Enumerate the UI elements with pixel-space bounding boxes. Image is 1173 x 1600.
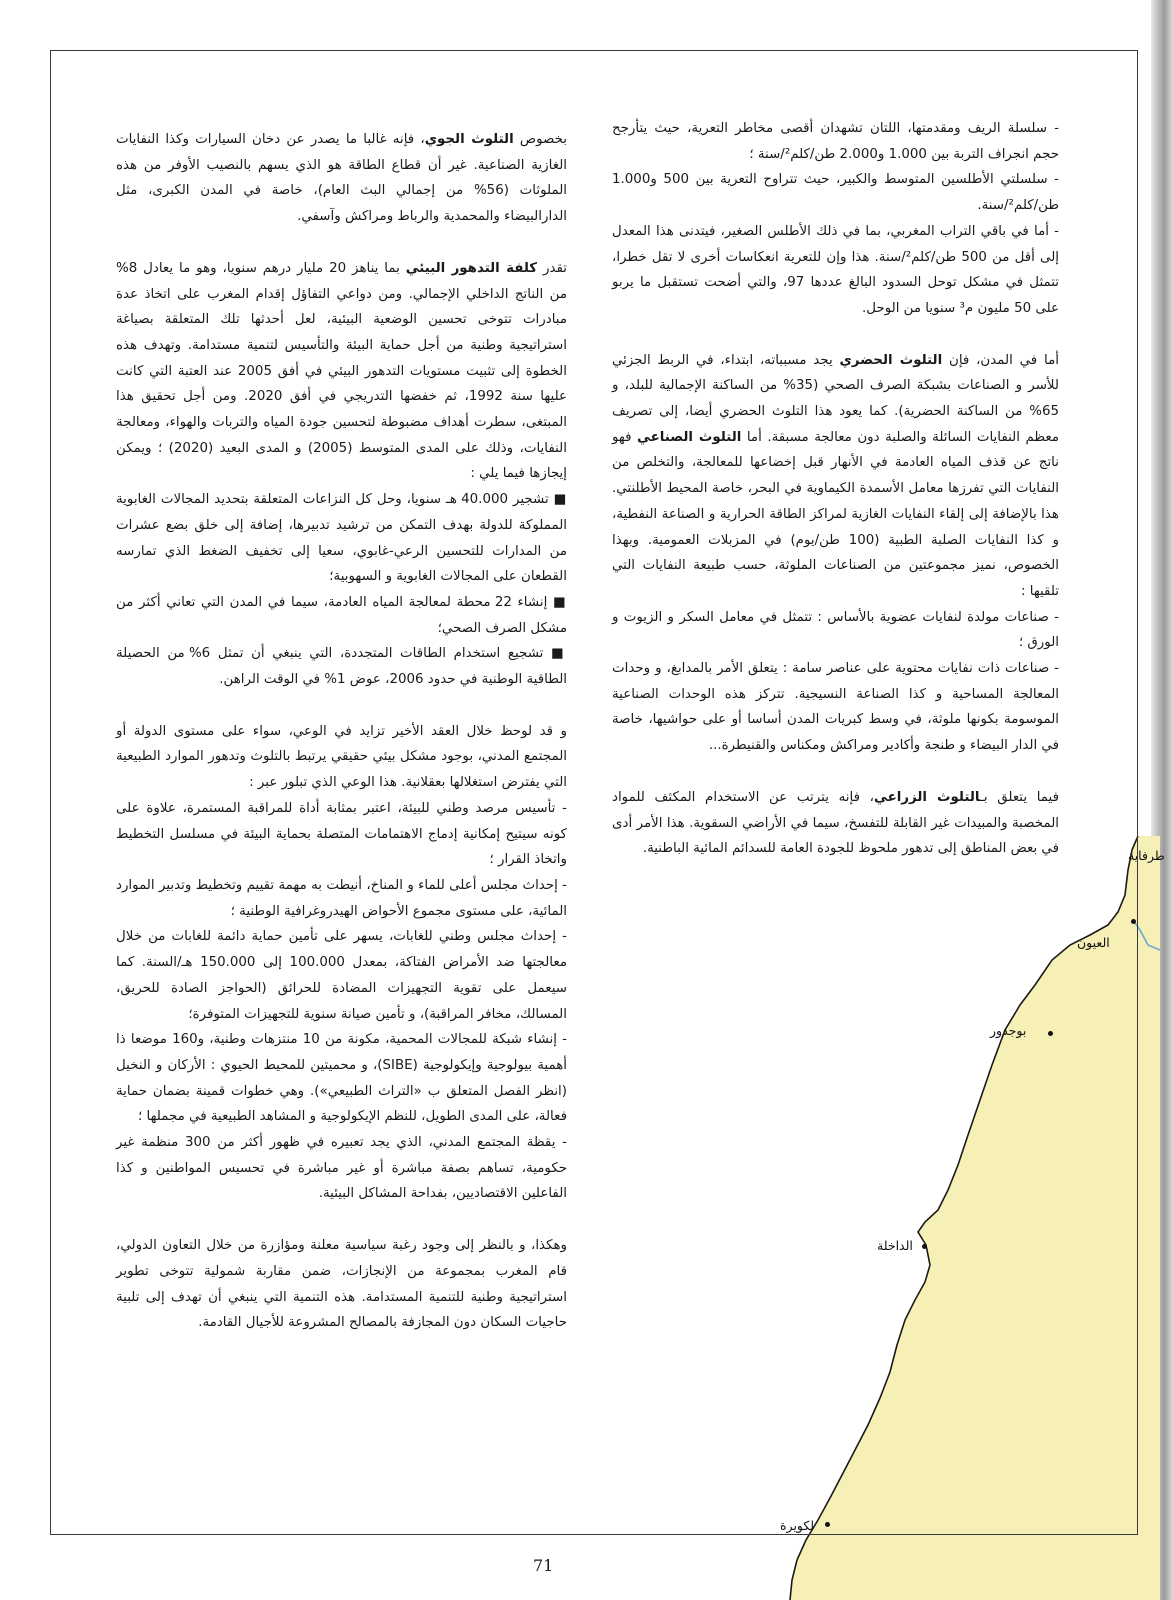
paragraph-toxic-waste: - صناعات ذات نفايات محتوية على عناصر سامة : يتعلق الأمر بالمدابغ، و وحدات المعالجة المساحية و كذا الصناعة النسيجية. تتركز هذه الوحدات الصناعية الموسومة بكونها ملوثة، في وسط كبريات المدن أساسا أو على حواشيها، خاصة في الدار البيضاء و طنجة وأكادير ومراكش ومكناس والقنيطرة... (612, 661, 1059, 754)
paragraph-atlas-erosion: - سلسلتي الأطلسين المتوسط والكبير، حيث تتراوح التعرية بين 500 و1.000 طن/كلم²/سنة. (612, 172, 1059, 214)
place-laayoune: العيون (1077, 935, 1110, 950)
paragraph-dam-silting: - أما في باقي التراب المغربي، بما في ذلك الأطلس الصغير، فيتدنى هذا المعدل إلى أقل من 500 طن/كلم²/سنة. هذا وإن للتعرية انعكاسات أخرى لا تقل خطرا، تتمثل في مشكل توحل السدود البالغ عددها 97، والتي أضحت تستقبل ما يربو على 50 مليون م³ سنويا من الوحل. (612, 223, 1060, 316)
keyword-urban-pollution: التلوث الحضري (839, 352, 943, 368)
paragraph-air-pollution: بخصوص التلوث الجوي، فإنه غالبا ما يصدر عن دخان السيارات وكذا النفايات الغازية الصناعية. غير أن قطاع الطاقة هو الذي يسهم بالنصيب الأوفر من هذه الملوثات (56% من إجمالي البث العام)، خاصة في المدن الكبرى، مثل الدارالبيضاء والمحمدية والرباط ومراكش وآسفي. (116, 132, 567, 225)
keyword-agricultural-pollution: التلوث الزراعي (874, 789, 980, 805)
place-tarfaya: طرفاية (1128, 848, 1165, 863)
item-protected-areas: - إنشاء شبكة للمجالات المحمية، مكونة من 10 منتزهات وطنية، و160 موضعا ذا أهمية بيولوجية وإيكولوجية (SIBE)، و محميتين للمحيط الحيوي : الأركان و النخيل (انظر الفصل المتعلق ب «التراث الطبيعي»). وهي خطوات قمينة بضمان حماية فعالة، على المدى الطويل، للنظم الإيكولوجية و المشاهد الطبيعية في مجملها ؛ (116, 1032, 567, 1125)
right-column (612, 116, 1059, 862)
bullet-afforestation: ■ تشجير 40.000 هـ سنويا، وحل كل النزاعات المتعلقة بتحديد المجالات الغابوية المملوكة للدولة بهدف التمكن من ترشيد تدبيرها، إضافة إلى خلق بضع عشرات من المدارات للتحسين الرعي-غابوي، سعيا إلى تخفيف الضغط الذي تمارسه القطعان على المجالات الغابوية و السهوبية؛ (116, 492, 567, 585)
paragraph-degradation-cost: تقدر كلفة التدهور البيئي بما يناهز 20 مليار درهم سنويا، وهو ما يعادل 8% من الناتج الداخلي الإجمالي. ومن دواعي التفاؤل إقدام المغرب على اتخاذ عدة مبادرات تتوخى تحسين الوضعية البيئية، لعل أحدثها تلك المتعلقة بصياغة استراتيجية وطنية من أجل حماية البيئة والتأسيس لتنمية مستدامة. وتهدف هذه الخطوة إلى تثبيت مستويات التدهور البيئي في أفق 2005 عند العتبة التي كانت عليها سنة 1992، ثم خفضها التدريجي في أفق 2020. ومن أجل تحقيق هذا المبتغى، سطرت أهداف مضبوطة لتحسين جودة المياه والتربات والهواء، ومعالجة النفايات، وذلك على المدى المتوسط (2005) و المدى البعيد (2020) ؛ ويمكن إيجازها فيما يلي : (116, 260, 568, 482)
keyword-degradation-cost: كلفة التدهور البيئي (405, 260, 538, 276)
paragraph-sustainable-development: وهكذا، و بالنظر إلى وجود رغبة سياسية معلنة ومؤازرة من خلال التعاون الدولي، قام المغرب بمجموعة من الإنجازات، ضمن مقاربة شمولية تتوخى تطوير استراتيجية وطنية للتنمية المستدامة. هذه التنمية التي ينبغي أن تهدف إلى تلبية حاجيات السكان دون المجازفة بالمصالح المشروعة للأجيال القادمة. (116, 1238, 567, 1331)
bullet-renewable-energy: ■ تشجيع استخدام الطاقات المتجددة، التي ينبغي أن تمثل 6% من الحصيلة الطاقية الوطنية في حدود 2006، عوض 1% في الوقت الراهن. (116, 646, 567, 688)
place-boujdour: بوجدور (990, 1023, 1027, 1038)
page-number: 71 (533, 1556, 554, 1575)
item-civil-society: - يقظة المجتمع المدني، الذي يجد تعبيره في ظهور أكثر من 300 منظمة غير حكومية، تساهم بصفة مباشرة أو غير مباشرة في تحسيس المواطنين و كذا الفاعلين الاقتصاديين، بفداحة المشاكل البيئية. (116, 1135, 567, 1202)
paragraph-urban-industrial-pollution: أما في المدن، فإن التلوث الحضري يجد مسبباته، ابتداء، في الربط الجزئي للأسر و الصناعات بشبكة الصرف الصحي (35% من الساكنة الإجمالية للبلد، و 65% من الساكنة الحضرية). كما يعود هذا التلوث الحضري أيضا، إلى تصريف معظم النفايات السائلة والصلبة دون معالجة مسبقة. أما التلوث الصناعي فهو ناتج عن قذف المياه العادمة في الأنهار قبل إخضاعها للمعالجة، والتخلص من النفايات التي تفرزها معامل الأسمدة الكيماوية في البحر، خاصة المحيط الأطلنتي. هذا بالإضافة إلى إلقاء النفايات الغازية لمراكز الطاقة الحرارية و الصناعة النفطية، و كذا النفايات الصلبة الطبية (100 طن/يوم) في المزبلات العمومية. وبهذا الخصوص، نميز مجموعتين من الصناعات الملوثة، حسب طبيعة النفايات التي تلقيها : (612, 352, 1059, 599)
paragraph-rif-erosion: - سلسلة الريف ومقدمتها، اللتان تشهدان أقصى مخاطر التعرية، حيث يتأرجح حجم انجراف التربة بين 1.000 و2.000 طن/كلم²/سنة ؛ (612, 121, 1059, 162)
bullet-wastewater-stations: ■ إنشاء 22 محطة لمعالجة المياه العادمة، سيما في المدن التي تعاني أكثر من مشكل الصرف الصحي؛ (116, 594, 567, 636)
keyword-industrial-pollution: التلوث الصناعي (637, 429, 742, 445)
place-dakhla: الداخلة (877, 1238, 913, 1253)
paragraph-awareness: و قد لوحظ خلال العقد الأخير تزايد في الوعي، سواء على مستوى الدولة أو المجتمع المدني، بوجود مشكل بيئي حقيقي يرتبط بالتلوث وتدهور الموارد الطبيعية التي يفترض استغلالها بعقلانية. هذا الوعي الذي تبلور عبر : (116, 723, 567, 791)
paragraph-organic-waste: - صناعات مولدة لنفايات عضوية بالأساس : تتمثل في معامل السكر و الزيوت و الورق ؛ (612, 609, 1059, 651)
paragraph-agricultural-pollution: فيما يتعلق بـالتلوث الزراعي، فإنه يترتب عن الاستخدام المكثف للمواد المخصبة والمبيدات غير القابلة للتفسخ، سيما في الأراضي السقوية. هذا الأمر أدى في بعض المناطق إلى تدهور ملحوظ للجودة العامة للسدائم المائية الباطنية. (612, 789, 1059, 857)
item-water-climate-council: - إحداث مجلس أعلى للماء و المناخ، أنيطت به مهمة تقييم وتخطيط وتدبير الموارد المائية، على مستوى مجموع الأحواض الهيدروغرافية الوطنية ؛ (116, 877, 567, 919)
item-forest-council: - إحداث مجلس وطني للغابات، يسهر على تأمين حماية دائمة للغابات من خلال معالجتها ضد الأمراض الفتاكة، بمعدل 100.000 إلى 150.000 هـ/السنة. كما سيعمل على تقوية التجهيزات المضادة للحرائق (الحواجز الصادة للحريق، المسالك، مخافر المراقبة)، و تأمين صيانة سنوية للتجهيزات المتوفرة؛ (116, 929, 567, 1022)
item-environment-observatory: - تأسيس مرصد وطني للبيئة، اعتبر بمثابة أداة للمراقبة المستمرة، علاوة على كونه سيتيح إمكانية إدماج الاهتمامات المتصلة بحماية البيئة في مسلسل التخطيط واتخاذ القرار ؛ (116, 800, 567, 868)
place-lagouira: لكويرة (780, 1518, 815, 1533)
left-column (116, 127, 567, 1336)
keyword-air-pollution: التلوث الجوي (424, 132, 514, 147)
